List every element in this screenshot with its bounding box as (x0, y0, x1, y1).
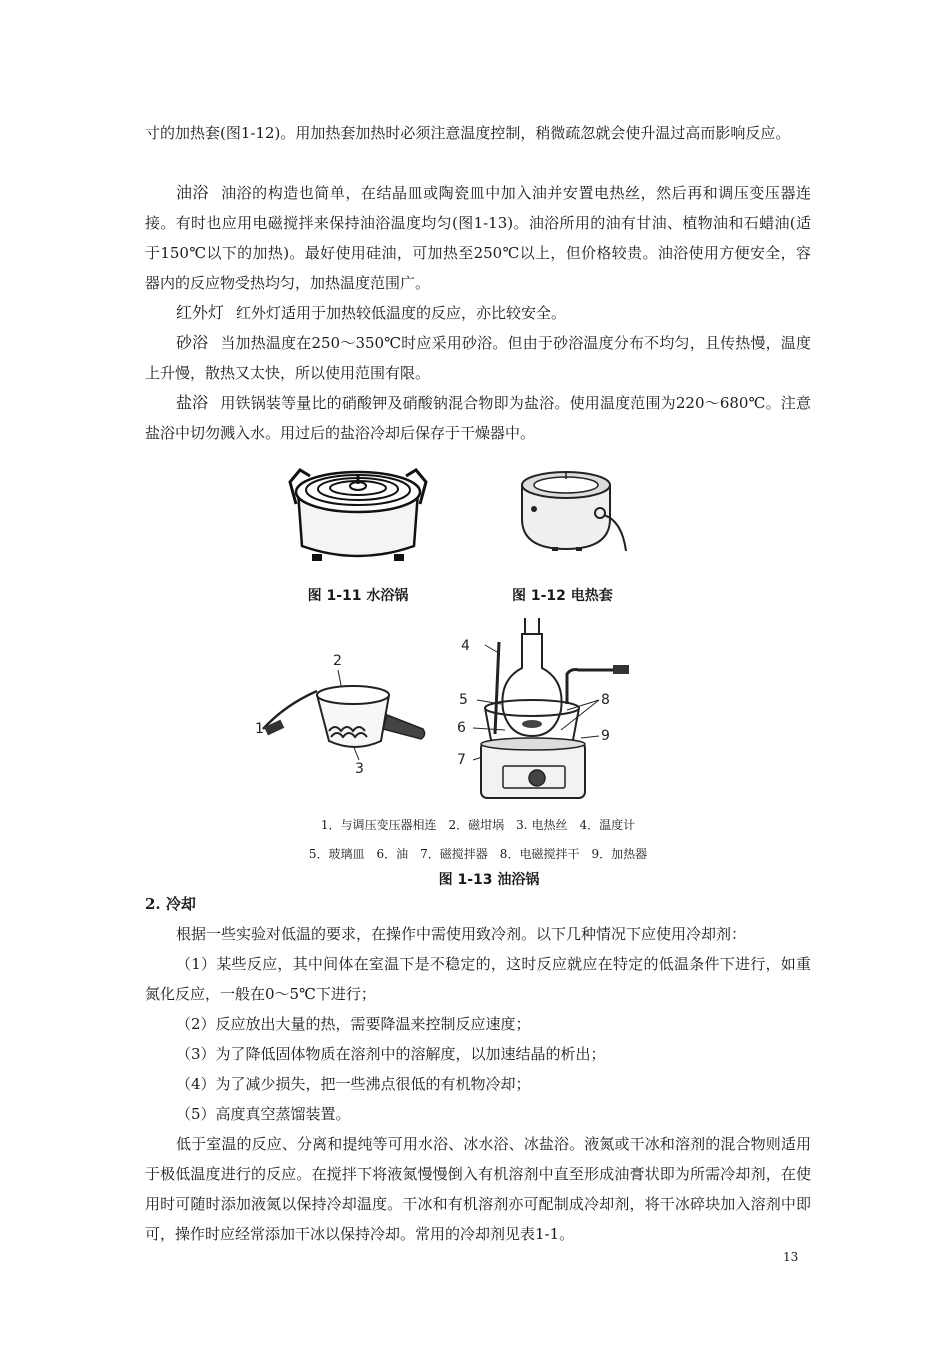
list-item-5: （5）高度真空蒸馏装置。 (176, 1105, 351, 1123)
paragraph-salt-bath (145, 388, 811, 448)
salt-bath-text: 用铁锅装等量比的硝酸钾及硝酸钠混合物即为盐浴。使用温度范围为220～680℃。注意盐浴中切勿溅入水。用过后的盐浴冷却后保存于干燥器中。 (145, 394, 811, 442)
paragraph-heating-mantle: 寸的加热套(图1-12)。用加热套加热时必须注意温度控制，稍微疏忽就会使升温过高而影响反应。 (145, 124, 791, 142)
label-3: 3 (355, 761, 364, 775)
figure-1-11-caption: 图 1-11 水浴锅 (307, 588, 409, 604)
label-5: 5 (459, 692, 468, 708)
term-infrared-lamp: 红外灯 (176, 303, 225, 322)
term-sand-bath: 砂浴 (176, 333, 209, 352)
water-bath-illustration (282, 462, 434, 574)
label-9: 9 (601, 728, 610, 744)
figure-1-12-caption: 图 1-12 电热套 (512, 588, 613, 604)
sand-bath-text: 当加热温度在250～350℃时应采用砂浴。但由于砂浴温度分布不均匀，且传热慢，温度上升慢，散热又太快，所以使用范围有限。 (145, 334, 811, 382)
paragraph-sand-bath (145, 328, 811, 388)
label-1: 1 (255, 721, 264, 737)
list-item-1: （1）某些反应，其中间体在室温下是不稳定的，这时反应就应在特定的低温条件下进行，如重氮化反应，一般在0～5℃下进行； (145, 955, 811, 1003)
label-6: 6 (457, 720, 466, 736)
label-4: 4 (461, 638, 470, 654)
figure-1-13-legend-line-1: 1．与调压变压器相连 2．磁坩埚 3. 电热丝 4．温度计 (320, 818, 636, 832)
oil-bath-crucible-illustration (255, 645, 435, 775)
paragraph-cooling-intro: 根据一些实验对低温的要求，在操作中需使用致冷剂。以下几种情况下应使用冷却剂： (176, 925, 747, 943)
figure-1-13-legend-line-2: 5．玻璃皿 6．油 7．磁搅拌器 8．电磁搅拌干 9．加热器 (308, 847, 648, 861)
term-oil-bath: 油浴 (176, 183, 210, 202)
paragraph-infrared-lamp (145, 298, 811, 328)
paragraph-cooling-closing: 低于室温的反应、分离和提纯等可用水浴、冰水浴、冰盐浴。液氮或干冰和溶剂的混合物则适用于极低温度进行的反应。在搅拌下将液氮慢慢倒入有机溶剂中直至形成油膏状即为所需冷却剂，在使用时可随时添加液氮以保持冷却温度。干冰和有机溶剂亦可配制成冷却剂，将干冰碎块加入溶剂中即可，操作时应经常添加干冰以保持冷却。常用的冷却剂见表1-1。 (145, 1135, 811, 1243)
heating-mantle-illustration (512, 465, 634, 557)
list-item-2: （2）反应放出大量的热，需要降温来控制反应速度； (176, 1015, 531, 1033)
list-item-3: （3）为了降低固体物质在溶剂中的溶解度，以加速结晶的析出； (176, 1045, 606, 1063)
magnetic-stirrer-oil-bath-illustration (455, 612, 635, 804)
oil-bath-text: 油浴的构造也简单，在结晶皿或陶瓷皿中加入油并安置电热丝，然后再和调压变压器连接。有时也应用电磁搅拌来保持油浴温度均匀(图1-13)。油浴所用的油有甘油、植物油和石蜡油(适于150℃以下的加热)。最好使用硅油，可加热至250℃以上，但价格较贵。油浴使用方便安全，容器内的反应物受热均匀，加热温度范围广。 (145, 184, 811, 292)
page-number: 13 (783, 1250, 799, 1264)
figure-1-13-caption: 图 1-13 油浴锅 (438, 872, 540, 888)
infrared-lamp-text: 红外灯适用于加热较低温度的反应，亦比较安全。 (236, 304, 567, 322)
label-7: 7 (457, 752, 466, 768)
term-salt-bath: 盐浴 (176, 393, 209, 412)
label-8: 8 (601, 692, 610, 708)
label-2: 2 (333, 653, 342, 669)
section-heading-cooling: 2. 冷却 (145, 895, 196, 913)
paragraph-oil-bath (145, 178, 811, 298)
list-item-4: （4）为了减少损失，把一些沸点很低的有机物冷却； (176, 1075, 531, 1093)
